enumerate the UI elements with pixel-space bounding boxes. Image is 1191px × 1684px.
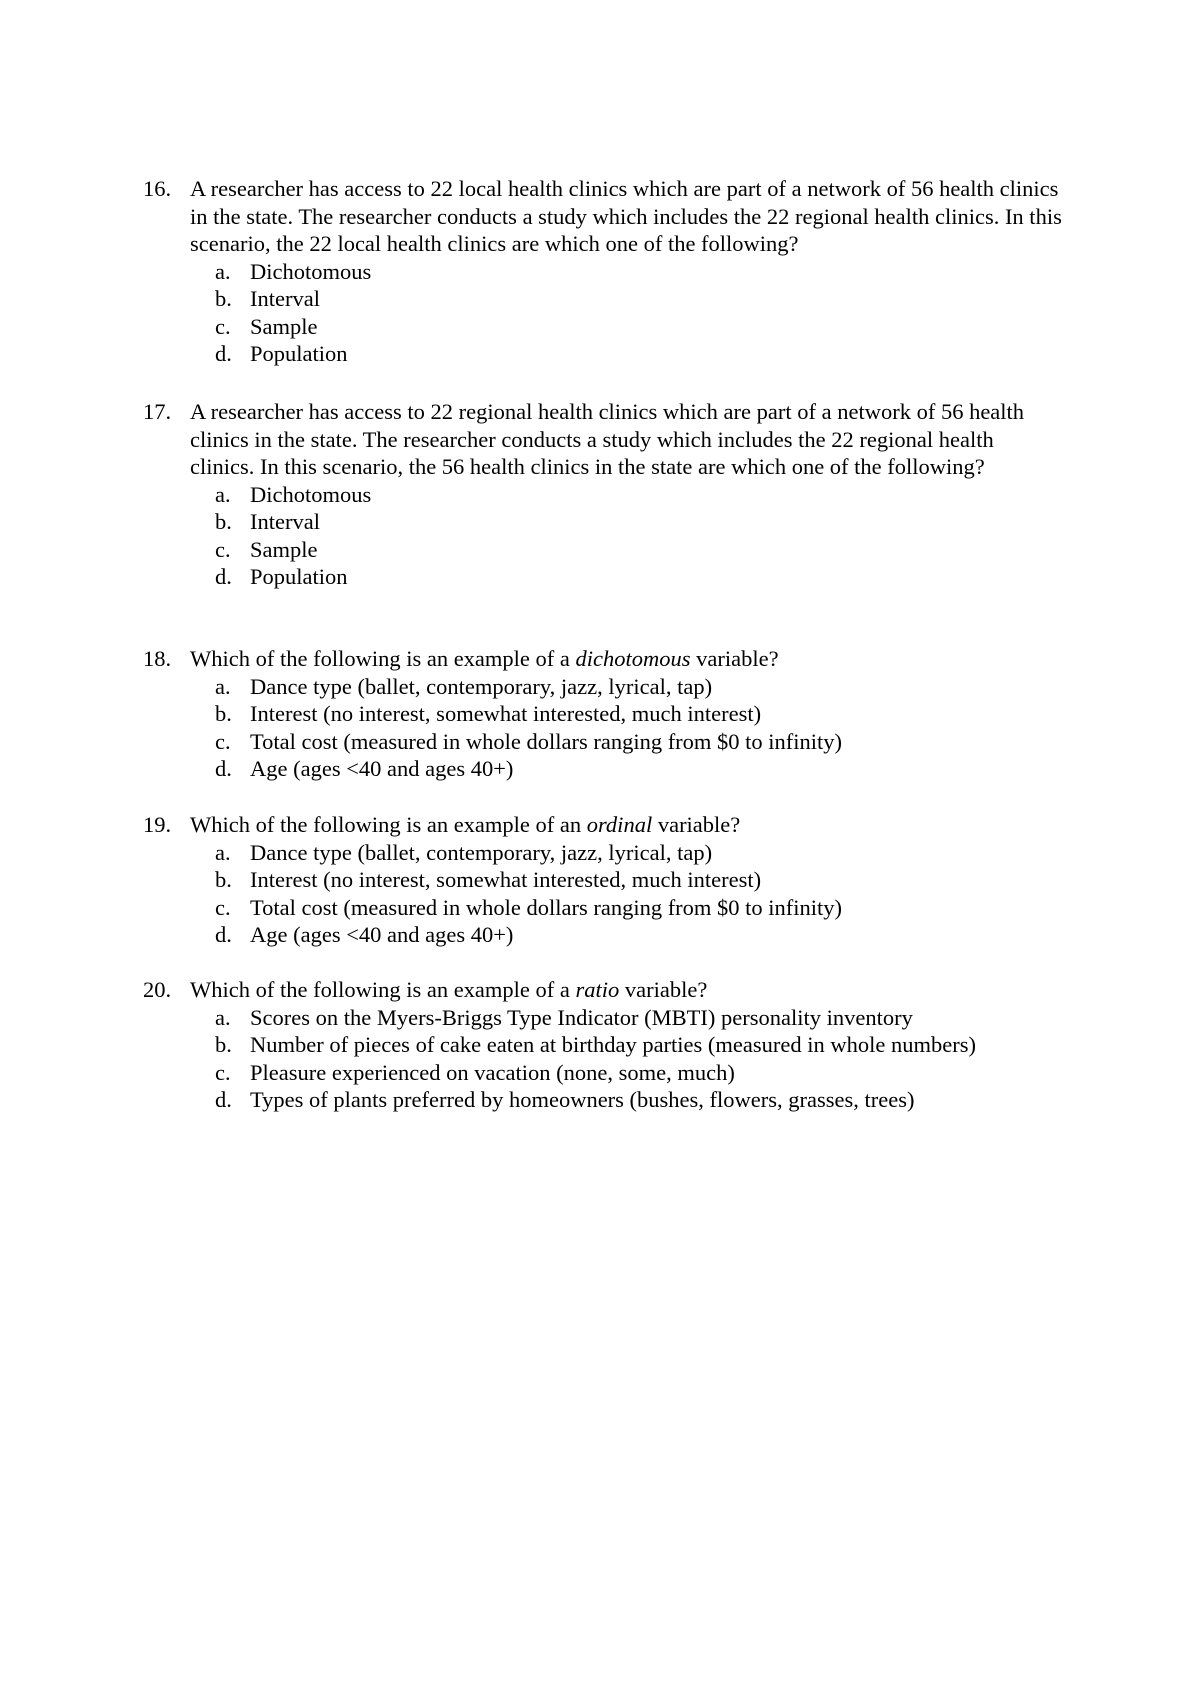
- option-text: Pleasure experienced on vacation (none, some, much): [250, 1059, 735, 1085]
- question-text-emphasis: dichotomous: [575, 646, 691, 671]
- answer-option-a: [143, 839, 1063, 867]
- question-text: [190, 645, 1063, 673]
- option-letter: d.: [215, 756, 232, 781]
- option-letter: b.: [215, 701, 232, 726]
- answer-option-b: [143, 1031, 1063, 1059]
- option-letter: d.: [215, 1087, 232, 1112]
- answer-options: [143, 481, 1063, 591]
- answer-option-a: [143, 1004, 1063, 1032]
- option-text: Sample: [250, 536, 318, 562]
- option-letter: b.: [215, 1032, 232, 1057]
- option-letter: c.: [215, 728, 231, 754]
- option-letter: a.: [215, 1004, 231, 1030]
- option-text: Total cost (measured in whole dollars ranging from $0 to infinity): [250, 728, 843, 754]
- question-17: [143, 398, 1063, 591]
- option-letter: a.: [215, 258, 231, 284]
- option-letter: a.: [215, 673, 231, 699]
- answer-option-c: [143, 1059, 1063, 1087]
- answer-option-b: [143, 700, 1063, 728]
- answer-option-c: [143, 536, 1063, 564]
- answer-option-c: [143, 728, 1063, 756]
- option-letter: d.: [215, 922, 232, 947]
- question-20: [143, 976, 1063, 1114]
- option-text: Population: [250, 564, 348, 589]
- question-number: 16.: [143, 176, 172, 201]
- question-16: [143, 175, 1063, 368]
- option-text: Dichotomous: [250, 258, 372, 284]
- answer-option-b: [143, 866, 1063, 894]
- question-18: [143, 645, 1063, 783]
- answer-option-a: [143, 481, 1063, 509]
- question-19: [143, 811, 1063, 949]
- option-letter: c.: [215, 313, 231, 339]
- option-letter: d.: [215, 564, 232, 589]
- option-text: Dichotomous: [250, 481, 372, 507]
- answer-option-d: [143, 921, 1063, 949]
- question-text-before: Which of the following is an example of a: [190, 977, 576, 1002]
- question-text: A researcher has access to 22 local health clinics which are part of a network of 56 health clinics in the state. The researcher conducts a study which includes the 22 regional health clinics. In this scenario, the 22 local health clinics are which one of the following?: [190, 176, 1062, 256]
- option-text: Sample: [250, 313, 318, 339]
- option-text: Dance type (ballet, contemporary, jazz, lyrical, tap): [250, 839, 713, 865]
- question-text-emphasis: ordinal: [586, 812, 653, 837]
- answer-option-c: [143, 313, 1063, 341]
- option-text: Interest (no interest, somewhat interested, much interest): [250, 701, 762, 726]
- answer-options: [143, 839, 1063, 949]
- question-number: 19.: [143, 812, 172, 837]
- option-letter: c.: [215, 536, 231, 562]
- question-text-emphasis: ratio: [575, 977, 620, 1002]
- answer-option-d: [143, 1086, 1063, 1114]
- question-text-after: variable?: [690, 646, 779, 671]
- answer-option-d: [143, 340, 1063, 368]
- answer-option-c: [143, 894, 1063, 922]
- option-letter: b.: [215, 867, 232, 892]
- question-number: 18.: [143, 646, 172, 671]
- question-text-before: Which of the following is an example of an: [190, 812, 587, 837]
- question-number: 17.: [143, 399, 172, 424]
- option-letter: b.: [215, 286, 232, 311]
- answer-options: [143, 1004, 1063, 1114]
- option-letter: d.: [215, 341, 232, 366]
- option-text: Interest (no interest, somewhat interested, much interest): [250, 867, 762, 892]
- option-letter: a.: [215, 481, 231, 507]
- answer-option-d: [143, 563, 1063, 591]
- option-text: Types of plants preferred by homeowners (bushes, flowers, grasses, trees): [250, 1087, 915, 1112]
- option-text: Interval: [250, 509, 320, 534]
- question-text-before: Which of the following is an example of a: [190, 646, 576, 671]
- question-text-after: variable?: [619, 977, 708, 1002]
- answer-option-a: [143, 673, 1063, 701]
- question-text: A researcher has access to 22 regional health clinics which are part of a network of 56 health clinics in the state. The researcher conducts a study which includes the 22 regional health clinics. In this scenario, the 56 health clinics in the state are which one of the following?: [190, 399, 1025, 479]
- option-text: Age (ages <40 and ages 40+): [250, 922, 514, 947]
- question-number: 20.: [143, 977, 172, 1002]
- answer-option-b: [143, 285, 1063, 313]
- option-text: Age (ages <40 and ages 40+): [250, 756, 514, 781]
- option-letter: c.: [215, 1059, 231, 1085]
- option-letter: b.: [215, 509, 232, 534]
- question-text-after: variable?: [652, 812, 741, 837]
- option-letter: a.: [215, 839, 231, 865]
- option-text: Population: [250, 341, 348, 366]
- option-letter: c.: [215, 894, 231, 920]
- option-text: Total cost (measured in whole dollars ranging from $0 to infinity): [250, 894, 843, 920]
- answer-option-d: [143, 755, 1063, 783]
- option-text: Dance type (ballet, contemporary, jazz, lyrical, tap): [250, 673, 713, 699]
- answer-option-b: [143, 508, 1063, 536]
- option-text: Interval: [250, 286, 320, 311]
- option-text: Number of pieces of cake eaten at birthday parties (measured in whole numbers): [250, 1032, 976, 1057]
- question-text: [190, 976, 1063, 1004]
- answer-options: [143, 673, 1063, 783]
- option-text: Scores on the Myers-Briggs Type Indicator (MBTI) personality inventory: [250, 1004, 913, 1030]
- question-text: [190, 811, 1063, 839]
- answer-options: [143, 258, 1063, 368]
- answer-option-a: [143, 258, 1063, 286]
